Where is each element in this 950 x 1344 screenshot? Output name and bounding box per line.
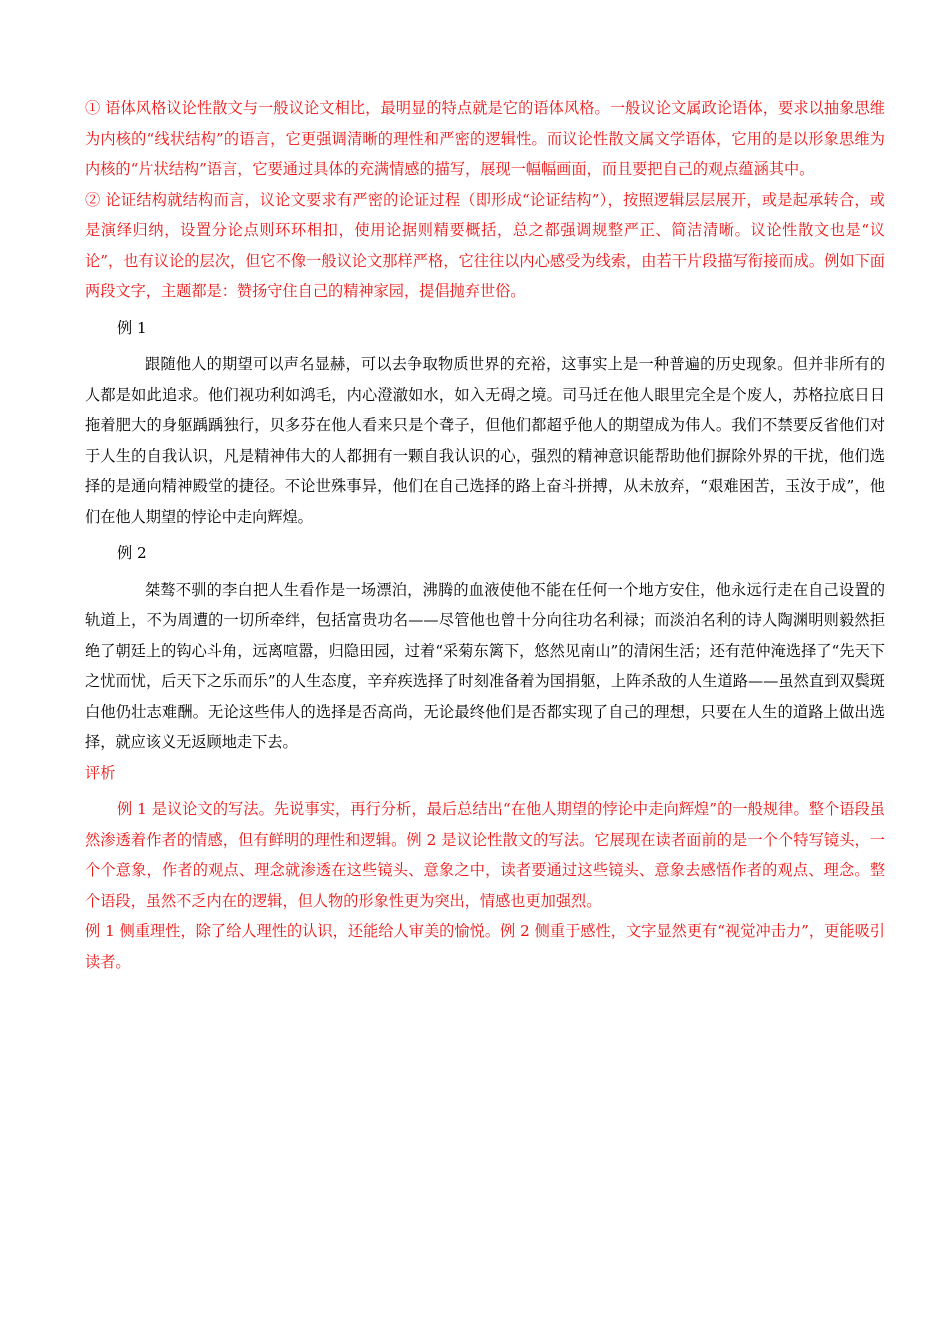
example-1-text: 跟随他人的期望可以声名显赫，可以去争取物质世界的充裕，这事实上是一种普遍的历史现象。但并非所有的人都是如此追求。他们视功利如鸿毛，内心澄澈如水，如入无碍之境。司马迁在他人眼里完全是个废人，苏格拉底日日拖着肥大的身躯踽踽独行，贝多芬在他人看来只是个聋子，但他们都超乎他人的期望成为伟人。我们不禁要反省他们对于人生的自我认识，凡是精神伟大的人都拥有一颗自我认识的心，强烈的精神意识能帮助他们摒除外界的干扰，他们选择的是通向精神殿堂的捷径。不论世殊事异，他们在自己选择的路上奋斗拼搏，从未放弃，“艰难困苦，玉汝于成”，他们在他人期望的悖论中走向辉煌。: [85, 355, 885, 526]
point-1-paragraph: ① 语体风格议论性散文与一般议论文相比，最明显的特点就是它的语体风格。一般议论文属政论语体，要求以抽象思维为内核的“线状结构”的语言，它更强调清晰的理性和严密的逻辑性。而议论性散文属文学语体，它用的是以形象思维为内核的“片状结构”语言，它要通过具体的充满情感的描写，展现一幅幅画面，而且要把自己的观点蕴涵其中。: [85, 99, 885, 178]
analysis-paragraph-2: 例 1 侧重理性，除了给人理性的认识，还能给人审美的愉悦。例 2 侧重于感性，文字显然更有“视觉冲击力”，更能吸引读者。: [85, 922, 885, 971]
example-1-label: 例 1: [117, 318, 147, 337]
example-2-text: 桀骜不驯的李白把人生看作是一场漂泊，沸腾的血液使他不能在任何一个地方安住，他永远行走在自己设置的轨道上，不为周遭的一切所牵绊，包括富贵功名——尽管他也曾十分向往功名利禄；而淡泊名利的诗人陶渊明则毅然拒绝了朝廷上的钩心斗角，远离喧嚣，归隐田园，过着“采菊东篱下，悠然见南山”的清闲生活；还有范仲淹选择了“先天下之忧而忧，后天下之乐而乐”的人生态度，辛弃疾选择了时刻准备着为国捐躯，上阵杀敌的人生道路——虽然直到双鬓斑白他仍壮志难酬。无论这些伟人的选择是否高尚，无论最终他们是否都实现了自己的理想，只要在人生的道路上做出选择，就应该义无返顾地走下去。: [85, 580, 885, 751]
point-2-paragraph: ② 论证结构就结构而言，议论文要求有严密的论证过程（即形成“论证结构”），按照逻辑层层展开，或是起承转合，或是演绎归纳，设置分论点则环环相扣，使用论据则精要概括，总之都强调规整严正、简洁清晰。议论性散文也是“议论”，也有议论的层次，但它不像一般议论文那样严格，它往往以内心感受为线索，由若干片段描写衔接而成。例如下面两段文字，主题都是：赞扬守住自己的精神家园，提倡抛弃世俗。: [85, 190, 885, 300]
analysis-paragraph-1: 例 1 是议论文的写法。先说事实，再行分析，最后总结出“在他人期望的悖论中走向辉煌”的一般规律。整个语段虽然渗透着作者的情感，但有鲜明的理性和逻辑。例 2 是议论性散文的写法。它展现在读者面前的是一个个特写镜头，一个个意象，作者的观点、理念就渗透在这些镜头、意象之中，读者要通过这些镜头、意象去感悟作者的观点、理念。整个语段，虽然不乏内在的逻辑，但人物的形象性更为突出，情感也更加强烈。: [85, 800, 885, 910]
example-2-label: 例 2: [117, 544, 147, 562]
analysis-heading: 评析: [85, 763, 116, 782]
document-page: [85, 93, 885, 977]
